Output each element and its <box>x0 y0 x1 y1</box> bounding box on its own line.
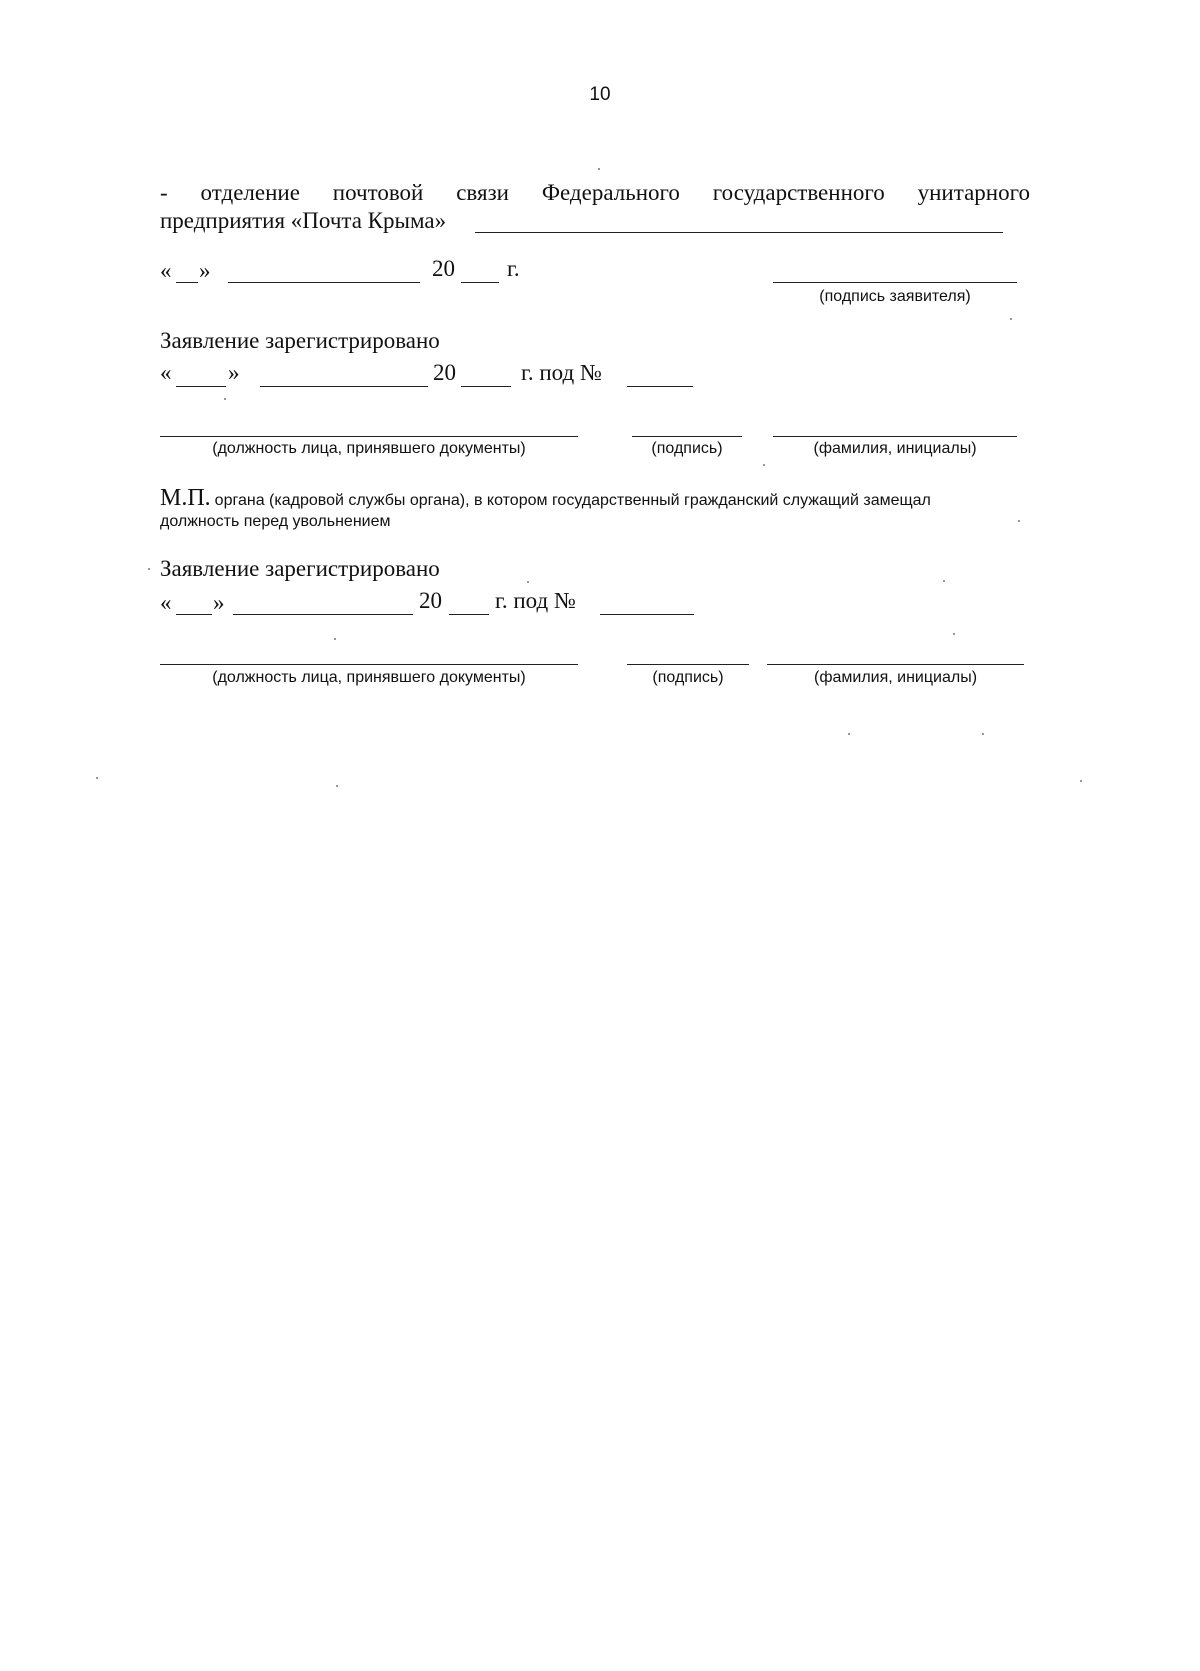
applicant-year-prefix: 20 <box>432 256 455 281</box>
post-office-word: отделение <box>200 180 300 205</box>
applicant-signature-blank[interactable] <box>773 282 1017 283</box>
page-number: 10 <box>589 84 611 105</box>
seal-text-line-2: должность перед увольнением <box>160 513 391 530</box>
post-office-word: связи <box>456 180 509 205</box>
scan-speck <box>527 581 529 583</box>
scan-speck <box>763 464 765 466</box>
applicant-date-close-quote: » <box>199 258 211 283</box>
scan-speck <box>336 785 338 787</box>
registration-2-close-quote: » <box>213 590 225 615</box>
scan-speck <box>224 398 226 400</box>
applicant-signature-caption: (подпись заявителя) <box>819 288 971 305</box>
registration-1-number-label: г. под № <box>521 360 602 385</box>
registration-1-signature-caption: (подпись) <box>651 440 723 457</box>
post-office-word: - <box>160 180 168 205</box>
seal-note-line-1 <box>160 485 931 512</box>
registration-2-year-prefix: 20 <box>419 588 442 613</box>
registration-2-open-quote: « <box>160 590 172 615</box>
scan-speck <box>1018 520 1020 522</box>
applicant-date-open-quote: « <box>160 258 172 283</box>
registration-1-position-blank[interactable] <box>160 436 578 437</box>
post-office-word: государственного <box>712 180 885 205</box>
registration-2-month-blank[interactable] <box>233 614 413 615</box>
registration-1-name-blank[interactable] <box>773 436 1017 437</box>
registration-2-signature-blank[interactable] <box>627 664 749 665</box>
applicant-year-blank[interactable] <box>461 282 499 283</box>
registration-2-position-caption: (должность лица, принявшего документы) <box>212 669 526 686</box>
scan-speck <box>148 568 150 570</box>
registration-2-name-caption: (фамилия, инициалы) <box>813 669 978 686</box>
applicant-month-blank[interactable] <box>228 282 420 283</box>
post-office-line-1 <box>160 180 1030 206</box>
post-office-word: Федерального <box>541 180 680 205</box>
scan-speck <box>982 733 984 735</box>
scan-speck <box>598 168 600 170</box>
registration-1-open-quote: « <box>160 360 172 385</box>
scan-speck <box>1010 318 1012 320</box>
registration-2-name-blank[interactable] <box>767 664 1024 665</box>
scan-speck <box>848 733 850 735</box>
scan-speck <box>96 777 98 779</box>
registration-1-number-blank[interactable] <box>627 386 693 387</box>
post-office-word: унитарного <box>917 180 1030 205</box>
registration-1-heading: Заявление зарегистрировано <box>160 328 440 353</box>
registration-2-number-blank[interactable] <box>600 614 694 615</box>
applicant-day-blank[interactable] <box>176 282 198 283</box>
post-office-blank[interactable] <box>475 232 1003 233</box>
registration-1-day-blank[interactable] <box>176 386 226 387</box>
post-office-line-2: предприятия «Почта Крыма» <box>160 208 447 233</box>
registration-2-number-label: г. под № <box>495 588 576 613</box>
registration-1-position-caption: (должность лица, принявшего документы) <box>212 440 526 457</box>
applicant-year-suffix: г. <box>507 256 520 281</box>
scan-speck <box>943 580 945 582</box>
registration-2-signature-caption: (подпись) <box>652 669 724 686</box>
registration-2-day-blank[interactable] <box>176 614 212 615</box>
registration-1-close-quote: » <box>228 360 240 385</box>
registration-2-position-blank[interactable] <box>160 664 578 665</box>
post-office-word: почтовой <box>332 180 424 205</box>
registration-1-year-blank[interactable] <box>461 386 511 387</box>
scan-speck <box>953 633 955 635</box>
seal-mp-label: М.П. <box>160 485 211 511</box>
registration-2-year-blank[interactable] <box>449 614 489 615</box>
scan-speck <box>1080 780 1082 782</box>
registration-1-year-prefix: 20 <box>433 360 456 385</box>
registration-2-heading: Заявление зарегистрировано <box>160 556 440 581</box>
scan-speck <box>334 638 336 640</box>
registration-1-signature-blank[interactable] <box>632 436 742 437</box>
registration-1-name-caption: (фамилия, инициалы) <box>813 440 977 457</box>
seal-text-line-1: органа (кадровой службы органа), в котором государственный гражданский служащий замещал <box>214 492 931 509</box>
registration-1-month-blank[interactable] <box>260 386 428 387</box>
